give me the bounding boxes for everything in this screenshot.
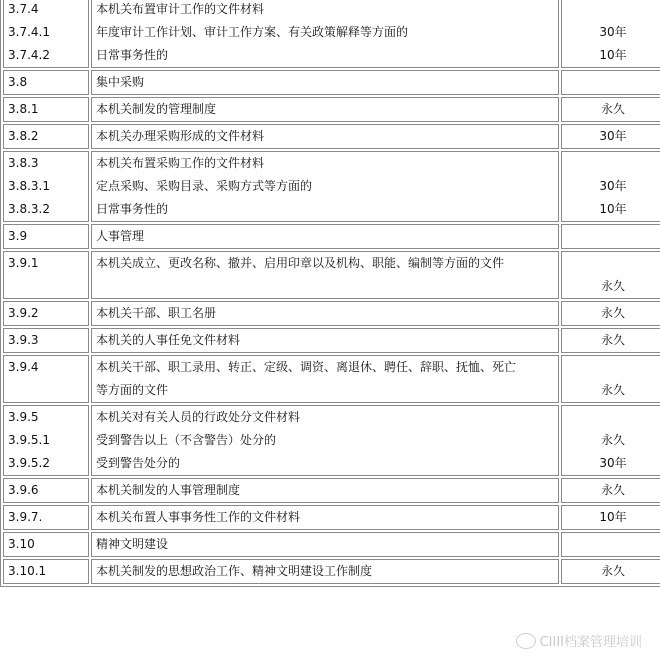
item-code: 3.9 [8, 229, 28, 243]
blank-line [566, 152, 660, 175]
title-cell [91, 0, 559, 68]
title-cell [91, 478, 559, 503]
blank-line [566, 71, 660, 94]
table-row [3, 559, 660, 584]
item-title: 本机关对有关人员的行政处分文件材料 [96, 410, 301, 424]
item-code: 3.7.4.2 [8, 48, 50, 62]
item-title: 本机关制发的思想政治工作、精神文明建设工作制度 [96, 564, 373, 578]
item-title: 人事管理 [96, 229, 145, 243]
period-cell [561, 0, 660, 68]
period-cell [561, 151, 660, 222]
period-cell [561, 532, 660, 557]
watermark [516, 631, 642, 650]
code-cell [3, 0, 89, 68]
retention-period: 永久 [600, 483, 625, 497]
title-cell [91, 97, 559, 122]
blank-line [566, 406, 660, 429]
item-code: 3.9.5.1 [8, 433, 50, 447]
table-row [3, 532, 660, 557]
code-cell [3, 405, 89, 476]
item-title: 日常事务性的 [96, 48, 169, 62]
retention-period: 10年 [599, 202, 627, 216]
code-cell [3, 70, 89, 95]
period-cell [561, 301, 660, 326]
table-row [3, 355, 660, 403]
period-cell [561, 224, 660, 249]
item-title: 本机关布置审计工作的文件材料 [96, 2, 265, 16]
table-row [3, 328, 660, 353]
title-cell [91, 505, 559, 530]
item-title: 受到警告处分的 [96, 456, 181, 470]
title-cell [91, 328, 559, 353]
item-title: 本机关制发的管理制度 [96, 102, 217, 116]
code-cell [3, 478, 89, 503]
item-title: 精神文明建设 [96, 537, 169, 551]
table-row [3, 478, 660, 503]
item-code: 3.8.3.1 [8, 179, 50, 193]
item-title: 本机关办理采购形成的文件材料 [96, 129, 265, 143]
title-cell [91, 224, 559, 249]
title-cell [91, 532, 559, 557]
period-cell [561, 70, 660, 95]
code-cell [3, 251, 89, 299]
table-row [3, 505, 660, 530]
blank-line [566, 533, 660, 556]
period-cell [561, 405, 660, 476]
period-cell [561, 505, 660, 530]
table-row [3, 0, 660, 68]
title-cell [91, 301, 559, 326]
blank-line [566, 252, 660, 275]
retention-period: 永久 [600, 102, 625, 116]
item-code: 3.7.4 [8, 2, 39, 16]
retention-period: 永久 [600, 383, 625, 397]
item-code: 3.8.1 [8, 102, 39, 116]
table-row [3, 124, 660, 149]
table-row [3, 224, 660, 249]
blank-line [566, 356, 660, 379]
table-row [3, 405, 660, 476]
code-cell [3, 97, 89, 122]
table-row [3, 70, 660, 95]
item-code: 3.9.5 [8, 410, 39, 424]
code-cell [3, 124, 89, 149]
item-code: 3.9.7. [8, 510, 43, 524]
item-code: 3.10.1 [8, 564, 47, 578]
item-code: 3.9.6 [8, 483, 39, 497]
item-title: 受到警告以上（不含警告）处分的 [96, 433, 277, 447]
item-title: 本机关干部、职工录用、转正、定级、调资、离退休、聘任、辞职、抚恤、死亡 [96, 360, 517, 374]
item-code: 3.10 [8, 537, 35, 551]
retention-period: 30年 [599, 129, 627, 143]
title-cell [91, 124, 559, 149]
item-code: 3.9.5.2 [8, 456, 50, 470]
blank-line [566, 225, 660, 248]
retention-period: 永久 [600, 433, 625, 447]
code-cell [3, 532, 89, 557]
title-cell [91, 559, 559, 584]
item-title: 本机关制发的人事管理制度 [96, 483, 241, 497]
table-row [3, 301, 660, 326]
table-body [3, 0, 660, 584]
retention-period: 永久 [600, 306, 625, 320]
code-cell [3, 355, 89, 403]
item-code: 3.8 [8, 75, 28, 89]
code-cell [3, 505, 89, 530]
item-title: 本机关的人事任免文件材料 [96, 333, 241, 347]
period-cell [561, 559, 660, 584]
item-title: 定点采购、采购目录、采购方式等方面的 [96, 179, 313, 193]
item-code: 3.9.2 [8, 306, 39, 320]
item-code: 3.7.4.1 [8, 25, 50, 39]
code-cell [3, 559, 89, 584]
item-code: 3.8.2 [8, 129, 39, 143]
code-cell [3, 151, 89, 222]
table-row [3, 151, 660, 222]
item-title: 本机关布置人事事务性工作的文件材料 [96, 510, 301, 524]
title-cell [91, 251, 559, 299]
title-cell [91, 355, 559, 403]
title-cell [91, 151, 559, 222]
retention-period: 10年 [599, 510, 627, 524]
retention-period: 30年 [599, 25, 627, 39]
blank-line [566, 0, 660, 21]
retention-period: 永久 [600, 564, 625, 578]
title-cell [91, 405, 559, 476]
retention-period: 10年 [599, 48, 627, 62]
item-code: 3.9.1 [8, 256, 39, 270]
period-cell [561, 97, 660, 122]
retention-period: 永久 [600, 333, 625, 347]
retention-period: 30年 [599, 456, 627, 470]
item-title: 本机关干部、职工名册 [96, 306, 217, 320]
item-code: 3.8.3.2 [8, 202, 50, 216]
period-cell [561, 251, 660, 299]
period-cell [561, 124, 660, 149]
table-row [3, 97, 660, 122]
code-cell [3, 224, 89, 249]
period-cell [561, 355, 660, 403]
retention-period: 30年 [599, 179, 627, 193]
wechat-logo-icon [516, 633, 536, 649]
item-title: 集中采购 [96, 75, 145, 89]
title-cell [91, 70, 559, 95]
item-code: 3.8.3 [8, 156, 39, 170]
retention-period: 永久 [600, 279, 625, 293]
item-title: 本机关布置采购工作的文件材料 [96, 156, 265, 170]
item-title: 年度审计工作计划、审计工作方案、有关政策解释等方面的 [96, 25, 409, 39]
item-title: 本机关成立、更改名称、撤并、启用印章以及机构、职能、编制等方面的文件 [96, 256, 505, 270]
item-code: 3.9.4 [8, 360, 39, 374]
code-cell [3, 328, 89, 353]
period-cell [561, 478, 660, 503]
watermark-text: CIIII档案管理培训 [539, 635, 642, 650]
item-title: 等方面的文件 [96, 383, 169, 397]
period-cell [561, 328, 660, 353]
item-code: 3.9.3 [8, 333, 39, 347]
table-row [3, 251, 660, 299]
item-title: 日常事务性的 [96, 202, 169, 216]
code-cell [3, 301, 89, 326]
